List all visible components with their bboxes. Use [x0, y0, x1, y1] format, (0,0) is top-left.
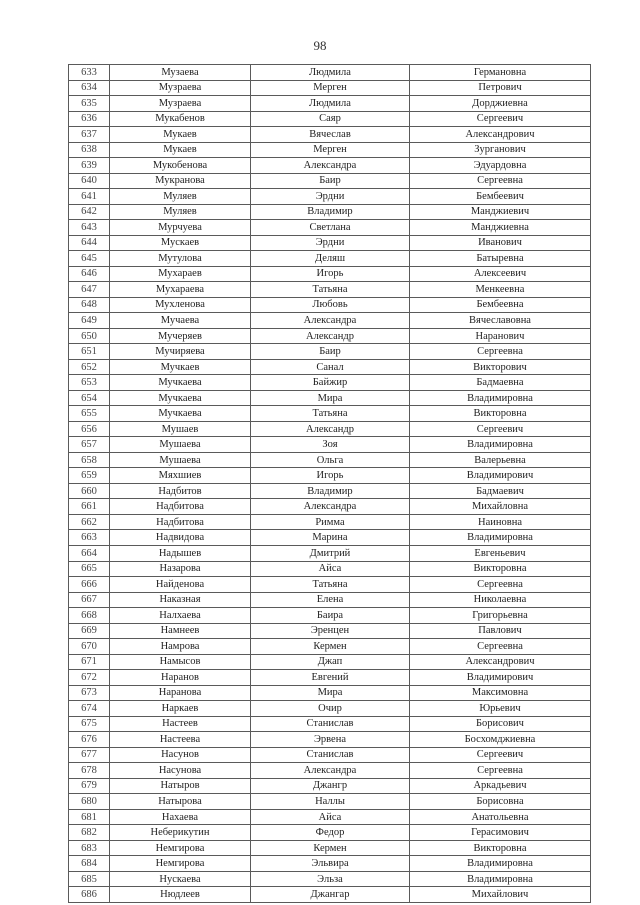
first-name-cell: Игорь — [251, 468, 410, 484]
table-row — [69, 716, 591, 732]
patronymic-cell: Михайловна — [410, 499, 591, 515]
surname-cell: Наранов — [110, 670, 251, 686]
row-number: 656 — [69, 421, 110, 437]
surname-cell: Нюдлеев — [110, 887, 251, 903]
table-row — [69, 840, 591, 856]
surname-cell: Натыров — [110, 778, 251, 794]
first-name-cell: Джап — [251, 654, 410, 670]
first-name-cell: Александра — [251, 313, 410, 329]
patronymic-cell: Бадмаевич — [410, 483, 591, 499]
surname-cell: Назарова — [110, 561, 251, 577]
surname-cell: Музраева — [110, 96, 251, 112]
row-number: 652 — [69, 359, 110, 375]
surname-cell: Надвидова — [110, 530, 251, 546]
surname-cell: Мукранова — [110, 173, 251, 189]
patronymic-cell: Викторовна — [410, 561, 591, 577]
row-number: 668 — [69, 608, 110, 624]
surname-cell: Немгирова — [110, 840, 251, 856]
first-name-cell: Зоя — [251, 437, 410, 453]
table-row — [69, 483, 591, 499]
row-number: 686 — [69, 887, 110, 903]
patronymic-cell: Павлович — [410, 623, 591, 639]
table-row — [69, 887, 591, 903]
surname-cell: Мучкаева — [110, 390, 251, 406]
patronymic-cell: Бадмаевна — [410, 375, 591, 391]
first-name-cell: Александра — [251, 763, 410, 779]
first-name-cell: Айса — [251, 809, 410, 825]
patronymic-cell: Борисович — [410, 716, 591, 732]
row-number: 681 — [69, 809, 110, 825]
table-row — [69, 468, 591, 484]
surname-cell: Надбитова — [110, 514, 251, 530]
surname-cell: Музаева — [110, 65, 251, 81]
first-name-cell: Станислав — [251, 716, 410, 732]
patronymic-cell: Сергеевна — [410, 344, 591, 360]
surname-cell: Наказная — [110, 592, 251, 608]
first-name-cell: Баир — [251, 173, 410, 189]
table-row — [69, 127, 591, 143]
table-row — [69, 592, 591, 608]
first-name-cell: Мерген — [251, 80, 410, 96]
surname-cell: Мукабенов — [110, 111, 251, 127]
surname-cell: Намнеев — [110, 623, 251, 639]
first-name-cell: Людмила — [251, 65, 410, 81]
table-row — [69, 499, 591, 515]
page-number: 98 — [313, 38, 327, 53]
row-number: 649 — [69, 313, 110, 329]
table-row — [69, 623, 591, 639]
row-number: 678 — [69, 763, 110, 779]
surname-cell: Мутулова — [110, 251, 251, 267]
row-number: 661 — [69, 499, 110, 515]
table-row — [69, 173, 591, 189]
table-row — [69, 654, 591, 670]
table-row — [69, 220, 591, 236]
surname-cell: Нахаева — [110, 809, 251, 825]
row-number: 634 — [69, 80, 110, 96]
table-row — [69, 608, 591, 624]
patronymic-cell: Босхомджиевна — [410, 732, 591, 748]
first-name-cell: Александр — [251, 421, 410, 437]
first-name-cell: Эрвена — [251, 732, 410, 748]
first-name-cell: Татьяна — [251, 282, 410, 298]
surname-cell: Мучкаева — [110, 375, 251, 391]
table-row — [69, 747, 591, 763]
table-row — [69, 251, 591, 267]
row-number: 667 — [69, 592, 110, 608]
patronymic-cell: Сергеевна — [410, 763, 591, 779]
first-name-cell: Вячеслав — [251, 127, 410, 143]
row-number: 648 — [69, 297, 110, 313]
surname-cell: Насунов — [110, 747, 251, 763]
first-name-cell: Римма — [251, 514, 410, 530]
patronymic-cell: Сергеевна — [410, 639, 591, 655]
row-number: 676 — [69, 732, 110, 748]
row-number: 663 — [69, 530, 110, 546]
table-row — [69, 142, 591, 158]
first-name-cell: Владимир — [251, 204, 410, 220]
first-name-cell: Айса — [251, 561, 410, 577]
patronymic-cell: Владимирович — [410, 468, 591, 484]
patronymic-cell: Бембеевна — [410, 297, 591, 313]
row-number: 653 — [69, 375, 110, 391]
row-number: 645 — [69, 251, 110, 267]
patronymic-cell: Сергеевна — [410, 577, 591, 593]
patronymic-cell: Менкеевна — [410, 282, 591, 298]
row-number: 666 — [69, 577, 110, 593]
patronymic-cell: Наиновна — [410, 514, 591, 530]
surname-cell: Мухленова — [110, 297, 251, 313]
patronymic-cell: Александрович — [410, 654, 591, 670]
surname-cell: Музраева — [110, 80, 251, 96]
first-name-cell: Станислав — [251, 747, 410, 763]
first-name-cell: Федор — [251, 825, 410, 841]
first-name-cell: Баир — [251, 344, 410, 360]
patronymic-cell: Викторович — [410, 359, 591, 375]
row-number: 651 — [69, 344, 110, 360]
patronymic-cell: Сергеевна — [410, 173, 591, 189]
first-name-cell: Татьяна — [251, 577, 410, 593]
first-name-cell: Кермен — [251, 840, 410, 856]
patronymic-cell: Владимировна — [410, 856, 591, 872]
patronymic-cell: Максимовна — [410, 685, 591, 701]
first-name-cell: Евгений — [251, 670, 410, 686]
table-row — [69, 189, 591, 205]
surname-cell: Муляев — [110, 204, 251, 220]
surname-cell: Налхаева — [110, 608, 251, 624]
surname-cell: Мучкаев — [110, 359, 251, 375]
first-name-cell: Наллы — [251, 794, 410, 810]
patronymic-cell: Дорджиевна — [410, 96, 591, 112]
row-number: 659 — [69, 468, 110, 484]
table-row — [69, 80, 591, 96]
patronymic-cell: Александрович — [410, 127, 591, 143]
table-row — [69, 856, 591, 872]
patronymic-cell: Аркадьевич — [410, 778, 591, 794]
patronymic-cell: Сергеевич — [410, 421, 591, 437]
patronymic-cell: Эдуардовна — [410, 158, 591, 174]
surname-cell: Муляев — [110, 189, 251, 205]
row-number: 679 — [69, 778, 110, 794]
row-number: 658 — [69, 452, 110, 468]
table-row — [69, 344, 591, 360]
row-number: 685 — [69, 871, 110, 887]
surname-cell: Мурчуева — [110, 220, 251, 236]
surname-cell: Наркаев — [110, 701, 251, 717]
surname-cell: Мухараев — [110, 266, 251, 282]
row-number: 636 — [69, 111, 110, 127]
row-number: 642 — [69, 204, 110, 220]
patronymic-cell: Сергеевич — [410, 747, 591, 763]
row-number: 675 — [69, 716, 110, 732]
surname-cell: Надбитова — [110, 499, 251, 515]
first-name-cell: Любовь — [251, 297, 410, 313]
first-name-cell: Владимир — [251, 483, 410, 499]
surname-cell: Мушаев — [110, 421, 251, 437]
table-row — [69, 545, 591, 561]
first-name-cell: Татьяна — [251, 406, 410, 422]
table-row — [69, 158, 591, 174]
table-row — [69, 96, 591, 112]
patronymic-cell: Вячеславовна — [410, 313, 591, 329]
surname-cell: Наранова — [110, 685, 251, 701]
table-row — [69, 297, 591, 313]
surname-cell: Надышев — [110, 545, 251, 561]
surname-cell: Надбитов — [110, 483, 251, 499]
row-number: 633 — [69, 65, 110, 81]
first-name-cell: Санал — [251, 359, 410, 375]
first-name-cell: Александра — [251, 499, 410, 515]
row-number: 673 — [69, 685, 110, 701]
patronymic-cell: Иванович — [410, 235, 591, 251]
row-number: 640 — [69, 173, 110, 189]
patronymic-cell: Владимировна — [410, 530, 591, 546]
surname-cell: Мяхшиев — [110, 468, 251, 484]
patronymic-cell: Викторовна — [410, 406, 591, 422]
first-name-cell: Эльвира — [251, 856, 410, 872]
row-number: 644 — [69, 235, 110, 251]
roster-table — [68, 64, 591, 903]
patronymic-cell: Наранович — [410, 328, 591, 344]
surname-cell: Мучаева — [110, 313, 251, 329]
first-name-cell: Эренцен — [251, 623, 410, 639]
surname-cell: Мучеряев — [110, 328, 251, 344]
table-row — [69, 421, 591, 437]
first-name-cell: Байжир — [251, 375, 410, 391]
first-name-cell: Джангар — [251, 887, 410, 903]
row-number: 654 — [69, 390, 110, 406]
first-name-cell: Мерген — [251, 142, 410, 158]
surname-cell: Настеева — [110, 732, 251, 748]
patronymic-cell: Петрович — [410, 80, 591, 96]
row-number: 641 — [69, 189, 110, 205]
table-row — [69, 65, 591, 81]
row-number: 635 — [69, 96, 110, 112]
patronymic-cell: Герасимович — [410, 825, 591, 841]
row-number: 643 — [69, 220, 110, 236]
first-name-cell: Александра — [251, 158, 410, 174]
row-number: 650 — [69, 328, 110, 344]
table-row — [69, 406, 591, 422]
surname-cell: Мукаев — [110, 127, 251, 143]
table-row — [69, 111, 591, 127]
patronymic-cell: Николаевна — [410, 592, 591, 608]
row-number: 646 — [69, 266, 110, 282]
surname-cell: Немгирова — [110, 856, 251, 872]
row-number: 660 — [69, 483, 110, 499]
first-name-cell: Баира — [251, 608, 410, 624]
patronymic-cell: Михайлович — [410, 887, 591, 903]
first-name-cell: Александр — [251, 328, 410, 344]
surname-cell: Мухараева — [110, 282, 251, 298]
first-name-cell: Дмитрий — [251, 545, 410, 561]
table-row — [69, 514, 591, 530]
table-row — [69, 328, 591, 344]
surname-cell: Намысов — [110, 654, 251, 670]
surname-cell: Неберикутин — [110, 825, 251, 841]
table-row — [69, 732, 591, 748]
first-name-cell: Игорь — [251, 266, 410, 282]
patronymic-cell: Викторовна — [410, 840, 591, 856]
surname-cell: Мушаева — [110, 452, 251, 468]
patronymic-cell: Владимировна — [410, 871, 591, 887]
row-number: 682 — [69, 825, 110, 841]
patronymic-cell: Владимировна — [410, 390, 591, 406]
patronymic-cell: Алексеевич — [410, 266, 591, 282]
row-number: 662 — [69, 514, 110, 530]
surname-cell: Насунова — [110, 763, 251, 779]
row-number: 639 — [69, 158, 110, 174]
surname-cell: Намрова — [110, 639, 251, 655]
first-name-cell: Елена — [251, 592, 410, 608]
surname-cell: Нускаева — [110, 871, 251, 887]
table-row — [69, 825, 591, 841]
first-name-cell: Людмила — [251, 96, 410, 112]
first-name-cell: Марина — [251, 530, 410, 546]
patronymic-cell: Сергеевич — [410, 111, 591, 127]
surname-cell: Мушаева — [110, 437, 251, 453]
row-number: 664 — [69, 545, 110, 561]
row-number: 655 — [69, 406, 110, 422]
table-row — [69, 235, 591, 251]
first-name-cell: Эльза — [251, 871, 410, 887]
row-number: 672 — [69, 670, 110, 686]
patronymic-cell: Борисовна — [410, 794, 591, 810]
patronymic-cell: Валерьевна — [410, 452, 591, 468]
row-number: 657 — [69, 437, 110, 453]
surname-cell: Натырова — [110, 794, 251, 810]
patronymic-cell: Евгеньевич — [410, 545, 591, 561]
table-row — [69, 871, 591, 887]
row-number: 637 — [69, 127, 110, 143]
row-number: 638 — [69, 142, 110, 158]
row-number: 665 — [69, 561, 110, 577]
first-name-cell: Джангр — [251, 778, 410, 794]
first-name-cell: Эрдни — [251, 189, 410, 205]
table-row — [69, 282, 591, 298]
table-row — [69, 359, 591, 375]
row-number: 670 — [69, 639, 110, 655]
surname-cell: Мучиряева — [110, 344, 251, 360]
row-number: 680 — [69, 794, 110, 810]
first-name-cell: Мира — [251, 685, 410, 701]
row-number: 674 — [69, 701, 110, 717]
first-name-cell: Деляш — [251, 251, 410, 267]
row-number: 684 — [69, 856, 110, 872]
surname-cell: Мукобенова — [110, 158, 251, 174]
patronymic-cell: Бембеевич — [410, 189, 591, 205]
table-row — [69, 390, 591, 406]
row-number: 677 — [69, 747, 110, 763]
patronymic-cell: Германовна — [410, 65, 591, 81]
first-name-cell: Кермен — [251, 639, 410, 655]
table-row — [69, 794, 591, 810]
surname-cell: Мускаев — [110, 235, 251, 251]
first-name-cell: Светлана — [251, 220, 410, 236]
patronymic-cell: Манджиевич — [410, 204, 591, 220]
table-row — [69, 577, 591, 593]
table-row — [69, 639, 591, 655]
table-row — [69, 763, 591, 779]
table-row — [69, 530, 591, 546]
row-number: 669 — [69, 623, 110, 639]
surname-cell: Найденова — [110, 577, 251, 593]
table-row — [69, 561, 591, 577]
patronymic-cell: Владимировна — [410, 437, 591, 453]
surname-cell: Мучкаева — [110, 406, 251, 422]
table-row — [69, 809, 591, 825]
first-name-cell: Саяр — [251, 111, 410, 127]
roster-body — [69, 65, 591, 903]
table-row — [69, 452, 591, 468]
table-row — [69, 375, 591, 391]
patronymic-cell: Владимирович — [410, 670, 591, 686]
patronymic-cell: Юрьевич — [410, 701, 591, 717]
row-number: 683 — [69, 840, 110, 856]
patronymic-cell: Манджиевна — [410, 220, 591, 236]
first-name-cell: Очир — [251, 701, 410, 717]
table-row — [69, 701, 591, 717]
table-row — [69, 313, 591, 329]
first-name-cell: Мира — [251, 390, 410, 406]
patronymic-cell: Анатольевна — [410, 809, 591, 825]
surname-cell: Настеев — [110, 716, 251, 732]
patronymic-cell: Григорьевна — [410, 608, 591, 624]
table-row — [69, 204, 591, 220]
row-number: 647 — [69, 282, 110, 298]
table-row — [69, 670, 591, 686]
row-number: 671 — [69, 654, 110, 670]
table-row — [69, 685, 591, 701]
patronymic-cell: Зурганович — [410, 142, 591, 158]
table-row — [69, 778, 591, 794]
table-row — [69, 266, 591, 282]
patronymic-cell: Батыревна — [410, 251, 591, 267]
surname-cell: Мукаев — [110, 142, 251, 158]
first-name-cell: Эрдни — [251, 235, 410, 251]
table-row — [69, 437, 591, 453]
first-name-cell: Ольга — [251, 452, 410, 468]
